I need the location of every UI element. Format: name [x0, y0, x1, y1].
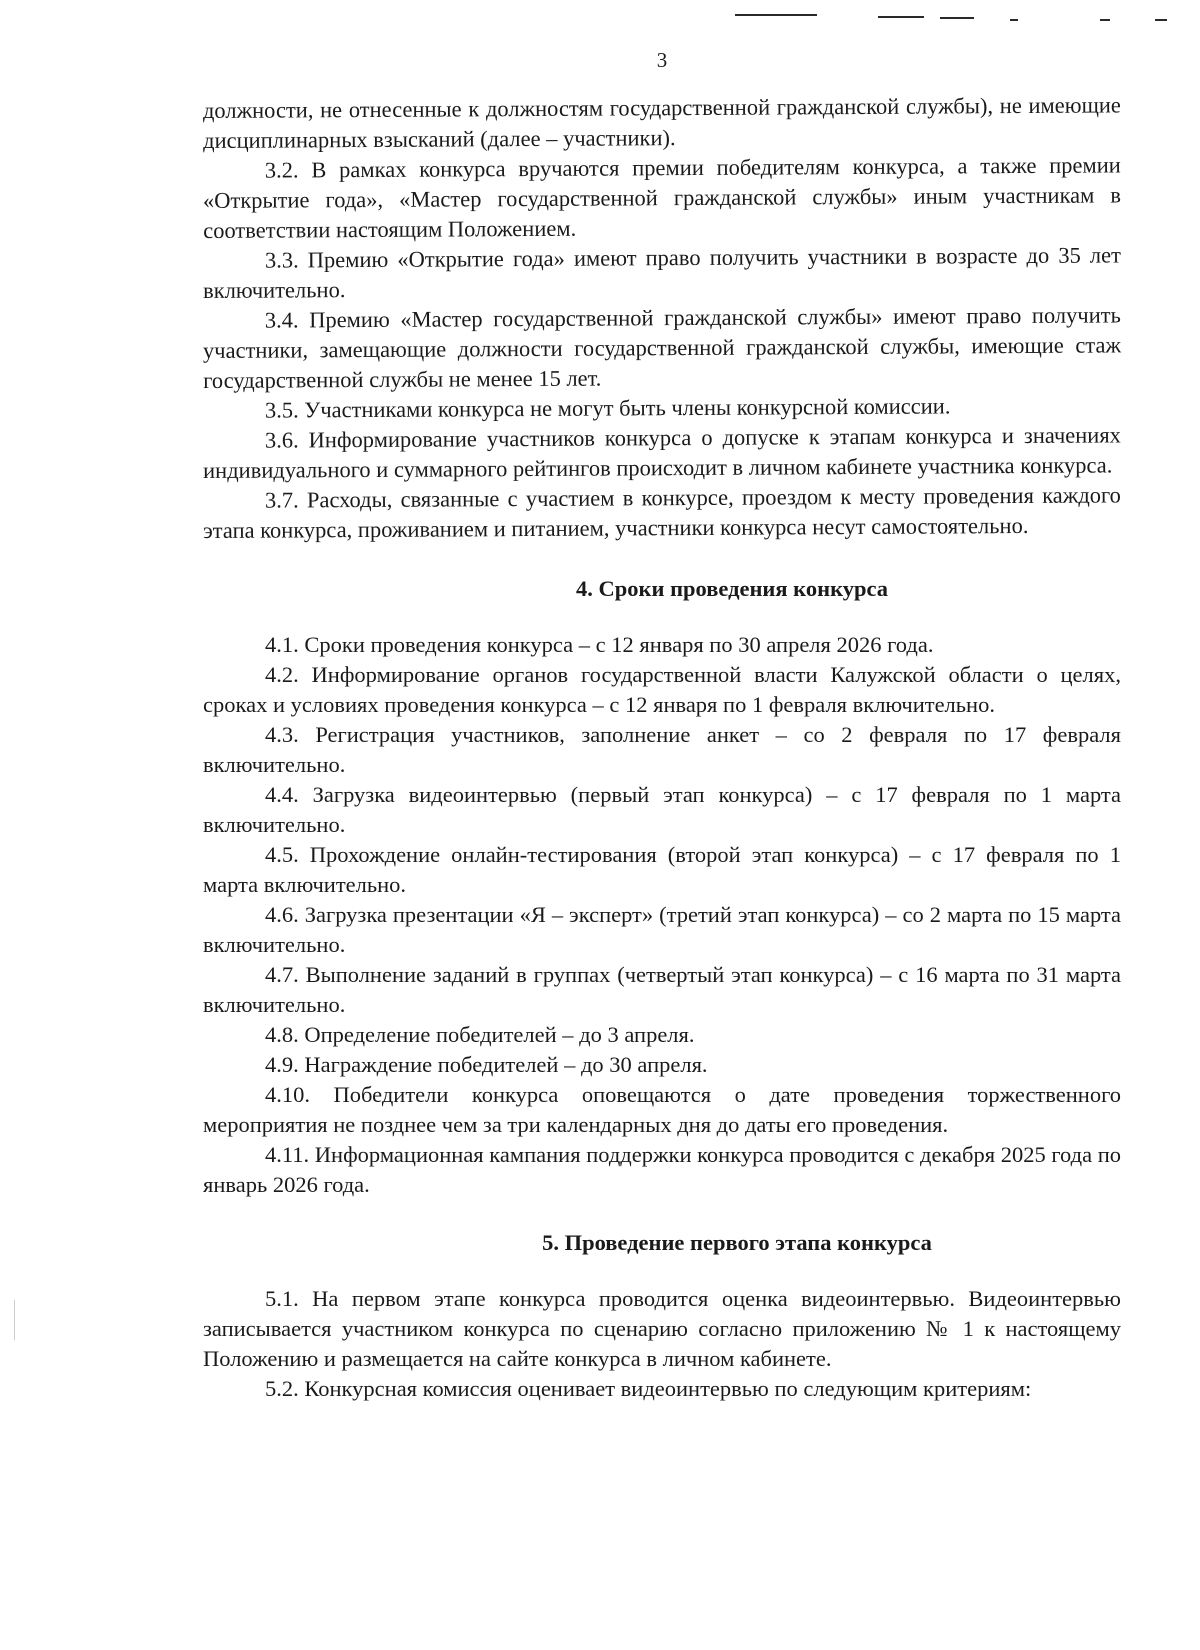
section-heading: 4. Сроки проведения конкурса	[576, 576, 888, 601]
paragraph: 3.6. Информирование участников конкурса о допуске к этапам конкурса и значениях индивидуального и суммарного рейтингов происходит в личном кабинете участника конкурса.	[203, 422, 1121, 483]
scan-artifact-lines	[0, 14, 1200, 24]
paragraph: 4.7. Выполнение заданий в группах (четвертый этап конкурса) – с 16 марта по 31 марта включительно.	[203, 962, 1121, 1017]
paragraph: 4.8. Определение победителей – до 3 апреля.	[265, 1022, 695, 1047]
section-3	[202, 92, 1122, 546]
paragraph: 3.7. Расходы, связанные с участием в конкурсе, проездом к месту проведения каждого этапа конкурса, проживанием и питанием, участники конкурса несут самостоятельно.	[203, 482, 1121, 543]
scan-edge-mark	[14, 1300, 15, 1340]
paragraph: 4.10. Победители конкурса оповещаются о дате проведения торжественного мероприятия не позднее чем за три календарных дня до даты его проведения.	[203, 1082, 1121, 1137]
paragraph: 4.1. Сроки проведения конкурса – с 12 января по 30 апреля 2026 года.	[265, 632, 934, 657]
paragraph: 4.11. Информационная кампания поддержки конкурса проводится с декабря 2025 года по январь 2026 года.	[203, 1142, 1121, 1197]
page-number: 3	[656, 48, 668, 72]
paragraph: 3.4. Премию «Мастер государственной гражданской службы» имеют право получить участники, замещающие должности государственной гражданской службы, имеющие стаж государственной службы не менее 15 лет.	[202, 302, 1122, 393]
paragraph: 4.6. Загрузка презентации «Я – эксперт» (третий этап конкурса) – со 2 марта по 15 марта включительно.	[203, 902, 1121, 957]
section-heading: 5. Проведение первого этапа конкурса	[542, 1230, 932, 1255]
paragraph: 4.3. Регистрация участников, заполнение анкет – со 2 февраля по 17 февраля включительно.	[203, 722, 1121, 777]
paragraph: 4.4. Загрузка видеоинтервью (первый этап конкурса) – с 17 февраля по 1 марта включительно.	[203, 782, 1121, 837]
paragraph: 3.3. Премию «Открытие года» имеют право получить участники в возрасте до 35 лет включительно.	[203, 242, 1121, 303]
paragraph: 3.5. Участниками конкурса не могут быть члены конкурсной комиссии.	[264, 393, 951, 423]
paragraph: 5.2. Конкурсная комиссия оценивает видеоинтервью по следующим критериям:	[265, 1376, 1032, 1401]
paragraph: 3.2. В рамках конкурса вручаются премии победителям конкурса, а также премии «Открытие года», «Мастер государственной гражданской службы» иным участникам в соответствии настоящим Положением.	[202, 152, 1122, 243]
document-body	[202, 92, 1122, 1404]
paragraph: 4.5. Прохождение онлайн-тестирования (второй этап конкурса) – с 17 февраля по 1 марта включительно.	[203, 842, 1121, 897]
paragraph: 4.9. Награждение победителей – до 30 апреля.	[265, 1052, 708, 1077]
section-5	[203, 1284, 1121, 1404]
paragraph: должности, не отнесенные к должностям государственной гражданской службы), не имеющие дисциплинарных взысканий (далее – участники).	[202, 92, 1121, 153]
section-4	[203, 630, 1121, 1200]
paragraph: 5.1. На первом этапе конкурса проводится оценка видеоинтервью. Видеоинтервью записывается участником конкурса по сценарию согласно приложению № 1 к настоящему Положению и размещается на сайте конкурса в личном кабинете.	[203, 1286, 1121, 1371]
paragraph: 4.2. Информирование органов государственной власти Калужской области о целях, сроках и условиях проведения конкурса – с 12 января по 1 февраля включительно.	[203, 662, 1121, 717]
